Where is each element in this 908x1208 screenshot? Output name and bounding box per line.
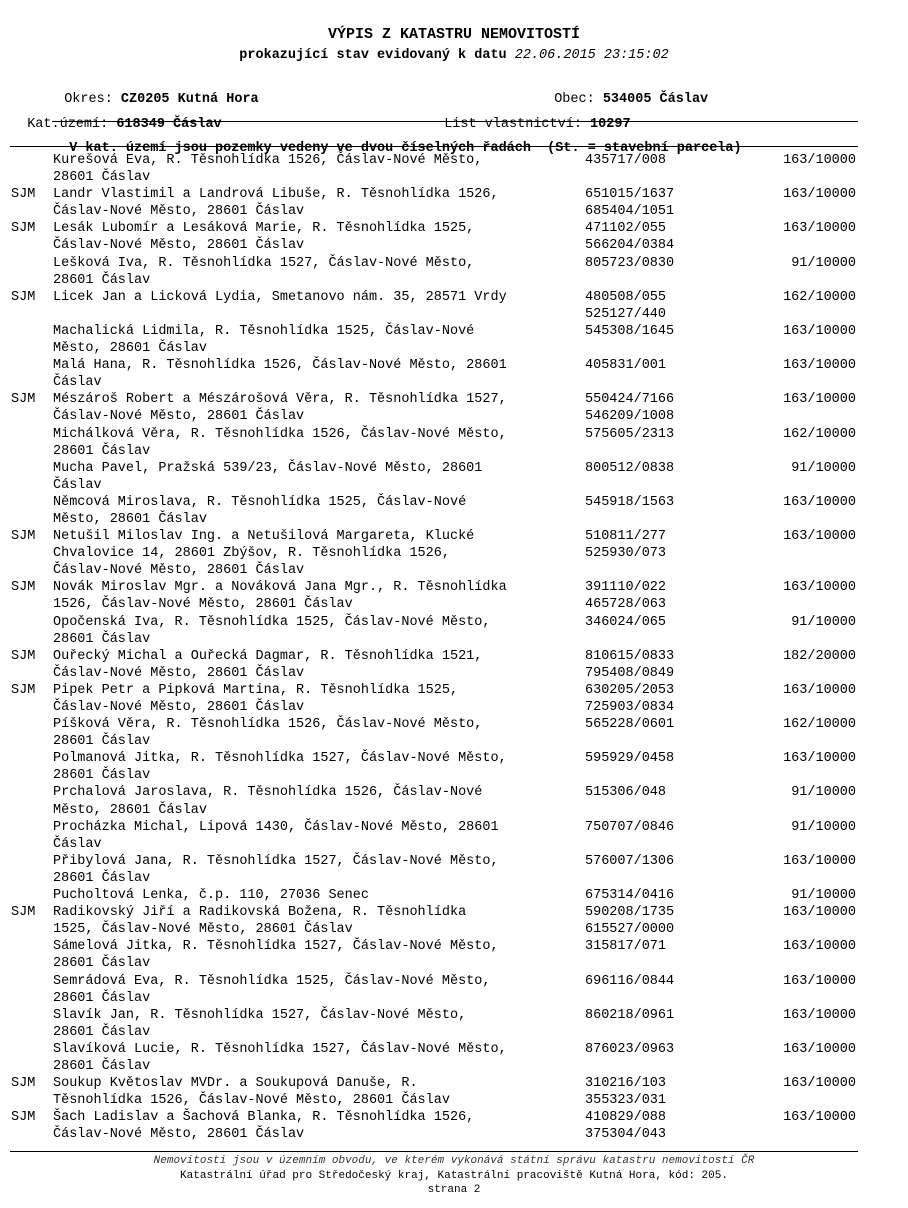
table-row bbox=[0, 682, 908, 716]
sjm-marker: SJM bbox=[11, 648, 36, 664]
table-row bbox=[0, 750, 908, 784]
katuzemi-label: Kat.území: bbox=[27, 117, 109, 132]
owner-identifier bbox=[585, 186, 674, 220]
owner-name-address bbox=[53, 614, 578, 648]
sjm-marker: SJM bbox=[11, 221, 36, 237]
owner-name-address bbox=[53, 887, 578, 904]
footer-note: Nemovitosti jsou v územním obvodu, ve kterém vykonává státní správu katastru nemovitostí ČR bbox=[153, 1155, 755, 1167]
owner-identifier bbox=[585, 1109, 666, 1143]
birth-number: 575605/2313 bbox=[585, 426, 675, 442]
owner-name-address bbox=[53, 289, 578, 306]
birth-number: 750707/0846 bbox=[585, 819, 675, 835]
owner-line: Šach Ladislav a Šachová Blanka, R. Těsnohlídka 1526, bbox=[53, 1110, 475, 1126]
owner-name-address bbox=[53, 494, 578, 528]
ownership-share: 163/10000 bbox=[783, 580, 856, 596]
owner-line: Novák Miroslav Mgr. a Nováková Jana Mgr., R. Těsnohlídka bbox=[53, 580, 507, 596]
birth-number: 510811/277 bbox=[585, 529, 667, 545]
owner-line: Pucholtová Lenka, č.p. 110, 27036 Senec bbox=[53, 888, 369, 904]
ownership-share: 163/10000 bbox=[783, 751, 856, 767]
ownership-share: 163/10000 bbox=[783, 973, 856, 989]
owner-name-address bbox=[53, 1041, 578, 1075]
owner-identifier bbox=[585, 528, 666, 562]
owner-line: 28601 Čáslav bbox=[53, 768, 151, 784]
owner-identifier bbox=[585, 784, 666, 801]
birth-number: 550424/7166 bbox=[585, 392, 675, 408]
owner-line: 1526, Čáslav-Nové Město, 28601 Čáslav bbox=[53, 597, 353, 613]
owner-identifier bbox=[585, 973, 674, 990]
owner-line: 28601 Čáslav bbox=[53, 443, 151, 459]
owner-line: Čáslav-Nové Město, 28601 Čáslav bbox=[53, 1127, 305, 1143]
owner-identifier bbox=[585, 904, 674, 938]
owner-line: Přibylová Jana, R. Těsnohlídka 1527, Čáslav-Nové Město, bbox=[53, 853, 499, 869]
sjm-marker: SJM bbox=[11, 1076, 36, 1092]
owner-line: Mészároš Robert a Mészárošová Věra, R. Těsnohlídka 1527, bbox=[53, 392, 507, 408]
owner-line: Kurešová Eva, R. Těsnohlídka 1526, Čáslav-Nové Město, bbox=[53, 153, 483, 168]
ownership-share: 163/10000 bbox=[783, 323, 856, 339]
birth-number: 346024/065 bbox=[585, 614, 667, 630]
sjm-marker: SJM bbox=[11, 1110, 36, 1126]
owner-name-address bbox=[53, 220, 578, 254]
table-row bbox=[0, 357, 908, 391]
owner-line: Ouřecký Michal a Ouřecká Dagmar, R. Těsnohlídka 1521, bbox=[53, 648, 483, 664]
birth-number: 525930/073 bbox=[585, 546, 667, 562]
owner-identifier bbox=[585, 220, 674, 254]
ownership-share: 163/10000 bbox=[783, 853, 856, 869]
owner-identifier bbox=[585, 1075, 666, 1109]
sjm-marker: SJM bbox=[11, 187, 36, 203]
owner-identifier bbox=[585, 750, 674, 767]
owner-identifier bbox=[585, 579, 666, 613]
ownership-share: 91/10000 bbox=[791, 614, 856, 630]
birth-number: 546209/1008 bbox=[585, 409, 675, 425]
owner-name-address bbox=[53, 186, 578, 220]
document-title: VÝPIS Z KATASTRU NEMOVITOSTÍ bbox=[327, 26, 581, 43]
owner-identifier bbox=[585, 682, 674, 716]
birth-number: 391110/022 bbox=[585, 580, 667, 596]
owner-line: Lešková Iva, R. Těsnohlídka 1527, Čáslav-Nové Město, bbox=[53, 255, 475, 271]
sjm-marker: SJM bbox=[11, 905, 36, 921]
owner-name-address bbox=[53, 904, 578, 938]
owner-name-address bbox=[53, 682, 578, 716]
document-subtitle bbox=[0, 48, 908, 63]
table-row bbox=[0, 289, 908, 323]
table-row bbox=[0, 494, 908, 528]
ownership-share: 163/10000 bbox=[783, 153, 856, 168]
owner-line: Landr Vlastimil a Landrová Libuše, R. Těsnohlídka 1526, bbox=[53, 187, 499, 203]
owner-line: Čáslav bbox=[53, 836, 102, 852]
ownership-share: 91/10000 bbox=[791, 785, 856, 801]
birth-number: 576007/1306 bbox=[585, 853, 675, 869]
owner-line: 28601 Čáslav bbox=[53, 990, 151, 1006]
ownership-share: 162/10000 bbox=[783, 717, 856, 733]
birth-number: 876023/0963 bbox=[585, 1041, 675, 1057]
page-number: strana 2 bbox=[427, 1184, 481, 1197]
table-row bbox=[0, 186, 908, 220]
ownership-share: 163/10000 bbox=[783, 221, 856, 237]
owner-line: Němcová Miroslava, R. Těsnohlídka 1525, Čáslav-Nové bbox=[53, 494, 467, 510]
owner-line: 1525, Čáslav-Nové Město, 28601 Čáslav bbox=[53, 922, 353, 938]
owner-name-address bbox=[53, 819, 578, 853]
owner-line: Pipek Petr a Pipková Martina, R. Těsnohlídka 1525, bbox=[53, 682, 459, 698]
owner-line: Semrádová Eva, R. Těsnohlídka 1525, Čáslav-Nové Město, bbox=[53, 973, 491, 989]
birth-number: 651015/1637 bbox=[585, 187, 675, 203]
owner-identifier bbox=[585, 323, 674, 340]
birth-number: 630205/2053 bbox=[585, 682, 675, 698]
ownership-share: 163/10000 bbox=[783, 1076, 856, 1092]
owner-line: 28601 Čáslav bbox=[53, 272, 151, 288]
ownership-share: 163/10000 bbox=[783, 939, 856, 955]
birth-number: 405831/001 bbox=[585, 358, 667, 374]
owner-identifier bbox=[585, 614, 666, 631]
katuzemi-value: 618349 Čáslav bbox=[116, 117, 222, 132]
owner-line: Netušil Miloslav Ing. a Netušilová Margareta, Klucké bbox=[53, 529, 475, 545]
sjm-marker: SJM bbox=[11, 682, 36, 698]
birth-number: 545308/1645 bbox=[585, 323, 675, 339]
ownership-share: 162/10000 bbox=[783, 289, 856, 305]
owner-name-address bbox=[53, 648, 578, 682]
owner-name-address bbox=[53, 460, 578, 494]
birth-number: 590208/1735 bbox=[585, 905, 675, 921]
birth-number: 595929/0458 bbox=[585, 751, 675, 767]
header-divider bbox=[52, 121, 858, 122]
birth-number: 315817/071 bbox=[585, 939, 667, 955]
owner-name-address bbox=[53, 255, 578, 289]
obec-label: Obec: bbox=[554, 92, 595, 107]
owner-line: Soukup Květoslav MVDr. a Soukupová Danuše, R. bbox=[53, 1076, 418, 1092]
owner-line: Slavíková Lucie, R. Těsnohlídka 1527, Čáslav-Nové Město, bbox=[53, 1041, 507, 1057]
owner-name-address bbox=[53, 938, 578, 972]
birth-number: 355323/031 bbox=[585, 1093, 667, 1109]
owner-name-address bbox=[53, 1075, 578, 1109]
ownership-share: 163/10000 bbox=[783, 1041, 856, 1057]
owner-name-address bbox=[53, 973, 578, 1007]
table-row bbox=[0, 220, 908, 254]
owner-name-address bbox=[53, 152, 578, 186]
table-row bbox=[0, 614, 908, 648]
owner-line: Mucha Pavel, Pražská 539/23, Čáslav-Nové Město, 28601 bbox=[53, 460, 483, 476]
table-row bbox=[0, 853, 908, 887]
owner-identifier bbox=[585, 1007, 674, 1024]
subtitle-date: 22.06.2015 23:15:02 bbox=[514, 48, 669, 63]
subtitle-prefix: prokazující stav evidovaný k datu bbox=[239, 48, 507, 63]
owner-name-address bbox=[53, 426, 578, 460]
footer-divider bbox=[10, 1151, 858, 1152]
owner-line: Malá Hana, R. Těsnohlídka 1526, Čáslav-Nové Město, 28601 bbox=[53, 358, 507, 374]
ownership-share: 163/10000 bbox=[783, 905, 856, 921]
owner-line: Město, 28601 Čáslav bbox=[53, 341, 207, 357]
owner-name-address bbox=[53, 528, 578, 579]
birth-number: 860218/0961 bbox=[585, 1007, 675, 1023]
ownership-share: 163/10000 bbox=[783, 392, 856, 408]
owner-name-address bbox=[53, 579, 578, 613]
list-label: List vlastnictví: bbox=[444, 117, 582, 132]
owner-identifier bbox=[585, 716, 674, 733]
ownership-share: 163/10000 bbox=[783, 187, 856, 203]
ownership-share: 91/10000 bbox=[791, 460, 856, 476]
ownership-share: 163/10000 bbox=[783, 494, 856, 510]
table-row bbox=[0, 904, 908, 938]
sjm-marker: SJM bbox=[11, 289, 36, 305]
owner-line: Lesák Lubomír a Lesáková Marie, R. Těsnohlídka 1525, bbox=[53, 221, 475, 237]
owner-identifier bbox=[585, 819, 674, 836]
owner-name-address bbox=[53, 1007, 578, 1041]
table-row bbox=[0, 716, 908, 750]
owner-line: Čáslav-Nové Město, 28601 Čáslav bbox=[53, 409, 305, 425]
owner-line: Slavík Jan, R. Těsnohlídka 1527, Čáslav-Nové Město, bbox=[53, 1007, 467, 1023]
ownership-share: 163/10000 bbox=[783, 358, 856, 374]
table-top-divider bbox=[10, 146, 858, 147]
owner-line: Prchalová Jaroslava, R. Těsnohlídka 1526, Čáslav-Nové bbox=[53, 785, 483, 801]
owner-line: Čáslav bbox=[53, 477, 102, 493]
table-row bbox=[0, 323, 908, 357]
table-row bbox=[0, 784, 908, 818]
owner-name-address bbox=[53, 1109, 578, 1143]
table-row bbox=[0, 887, 908, 904]
birth-number: 685404/1051 bbox=[585, 204, 675, 220]
birth-number: 471102/055 bbox=[585, 221, 667, 237]
owner-name-address bbox=[53, 323, 578, 357]
birth-number: 375304/043 bbox=[585, 1127, 667, 1143]
table-row bbox=[0, 460, 908, 494]
owner-line: Čáslav-Nové Město, 28601 Čáslav bbox=[53, 238, 305, 254]
owner-line: Čáslav-Nové Město, 28601 Čáslav bbox=[53, 700, 305, 716]
birth-number: 566204/0384 bbox=[585, 238, 675, 254]
birth-number: 615527/0000 bbox=[585, 922, 675, 938]
birth-number: 810615/0833 bbox=[585, 648, 675, 664]
owner-identifier bbox=[585, 460, 674, 477]
birth-number: 525127/440 bbox=[585, 306, 667, 322]
owner-identifier bbox=[585, 391, 674, 425]
birth-number: 310216/103 bbox=[585, 1076, 667, 1092]
ownership-share: 182/20000 bbox=[783, 648, 856, 664]
table-row bbox=[0, 648, 908, 682]
okres-value: CZ0205 Kutná Hora bbox=[120, 92, 259, 107]
obec-value: 534005 Čáslav bbox=[602, 92, 709, 107]
birth-number: 805723/0830 bbox=[585, 255, 675, 271]
owner-line: Polmanová Jitka, R. Těsnohlídka 1527, Čáslav-Nové Město, bbox=[53, 751, 507, 767]
birth-number: 545918/1563 bbox=[585, 494, 675, 510]
ownership-share: 163/10000 bbox=[783, 529, 856, 545]
table-row bbox=[0, 152, 908, 186]
owner-line: Čáslav-Nové Město, 28601 Čáslav bbox=[53, 563, 305, 579]
ownership-table bbox=[0, 152, 908, 1143]
owner-line: Čáslav-Nové Město, 28601 Čáslav bbox=[53, 204, 305, 220]
sjm-marker: SJM bbox=[11, 580, 36, 596]
birth-number: 480508/055 bbox=[585, 289, 667, 305]
owner-line: Píšková Věra, R. Těsnohlídka 1526, Čáslav-Nové Město, bbox=[53, 717, 483, 733]
table-row bbox=[0, 391, 908, 425]
table-row bbox=[0, 819, 908, 853]
sjm-marker: SJM bbox=[11, 529, 36, 545]
owner-name-address bbox=[53, 750, 578, 784]
ownership-share: 91/10000 bbox=[791, 819, 856, 835]
owner-line: Město, 28601 Čáslav bbox=[53, 511, 207, 527]
table-row bbox=[0, 973, 908, 1007]
owner-line: Machalická Lidmila, R. Těsnohlídka 1525, Čáslav-Nové bbox=[53, 323, 475, 339]
owner-line: 28601 Čáslav bbox=[53, 631, 151, 647]
owner-identifier bbox=[585, 289, 666, 323]
owner-line: Čáslav bbox=[53, 375, 102, 391]
table-row bbox=[0, 938, 908, 972]
birth-number: 410829/088 bbox=[585, 1110, 667, 1126]
owner-line: 28601 Čáslav bbox=[53, 170, 151, 186]
owner-line: 28601 Čáslav bbox=[53, 1024, 151, 1040]
ownership-share: 91/10000 bbox=[791, 255, 856, 271]
owner-identifier bbox=[585, 938, 666, 955]
owner-line: Chvalovice 14, 28601 Zbýšov, R. Těsnohlídka 1526, bbox=[53, 546, 450, 562]
owner-line: Město, 28601 Čáslav bbox=[53, 802, 207, 818]
birth-number: 795408/0849 bbox=[585, 665, 675, 681]
ownership-share: 91/10000 bbox=[791, 888, 856, 904]
footer-office: Katastrální úřad pro Středočeský kraj, Katastrální pracoviště Kutná Hora, kód: 205. bbox=[180, 1169, 728, 1182]
series-note-text: V kat. území jsou pozemky vedeny ve dvou číselných řadách (St. = stavební parcela) bbox=[69, 141, 742, 156]
table-row bbox=[0, 1007, 908, 1041]
owner-line: Těsnohlídka 1526, Čáslav-Nové Město, 28601 Čáslav bbox=[53, 1093, 450, 1109]
owner-line: Procházka Michal, Lipová 1430, Čáslav-Nové Město, 28601 bbox=[53, 819, 499, 835]
birth-number: 725903/0834 bbox=[585, 700, 675, 716]
owner-line: 28601 Čáslav bbox=[53, 870, 151, 886]
ownership-share: 163/10000 bbox=[783, 1007, 856, 1023]
owner-name-address bbox=[53, 716, 578, 750]
owner-line: Čáslav-Nové Město, 28601 Čáslav bbox=[53, 665, 305, 681]
owner-name-address bbox=[53, 391, 578, 425]
owner-line: Michálková Věra, R. Těsnohlídka 1526, Čáslav-Nové Město, bbox=[53, 426, 507, 442]
owner-line: Radikovský Jiří a Radikovská Božena, R. Těsnohlídka bbox=[53, 905, 467, 921]
owner-name-address bbox=[53, 853, 578, 887]
table-row bbox=[0, 1109, 908, 1143]
owner-identifier bbox=[585, 152, 666, 169]
owner-name-address bbox=[53, 357, 578, 391]
page-footer bbox=[0, 1154, 908, 1198]
owner-line: 28601 Čáslav bbox=[53, 956, 151, 972]
birth-number: 696116/0844 bbox=[585, 973, 675, 989]
birth-number: 435717/008 bbox=[585, 153, 667, 168]
owner-identifier bbox=[585, 853, 674, 870]
owner-identifier bbox=[585, 1041, 674, 1058]
owner-line: 28601 Čáslav bbox=[53, 1058, 151, 1074]
table-row bbox=[0, 255, 908, 289]
owner-name-address bbox=[53, 784, 578, 818]
birth-number: 675314/0416 bbox=[585, 888, 675, 904]
owner-identifier bbox=[585, 255, 674, 272]
table-row bbox=[0, 1075, 908, 1109]
birth-number: 565228/0601 bbox=[585, 717, 675, 733]
table-row bbox=[0, 528, 908, 579]
sjm-marker: SJM bbox=[11, 392, 36, 408]
birth-number: 515306/048 bbox=[585, 785, 667, 801]
owner-identifier bbox=[585, 648, 674, 682]
owner-identifier bbox=[585, 887, 674, 904]
birth-number: 800512/0838 bbox=[585, 460, 675, 476]
table-row bbox=[0, 426, 908, 460]
owner-line: Opočenská Iva, R. Těsnohlídka 1525, Čáslav-Nové Město, bbox=[53, 614, 491, 630]
owner-identifier bbox=[585, 426, 674, 443]
table-row bbox=[0, 1041, 908, 1075]
birth-number: 465728/063 bbox=[585, 597, 667, 613]
owner-identifier bbox=[585, 357, 666, 374]
ownership-share: 163/10000 bbox=[783, 1110, 856, 1126]
owner-line: Sámelová Jitka, R. Těsnohlídka 1527, Čáslav-Nové Město, bbox=[53, 939, 499, 955]
okres-label: Okres: bbox=[64, 92, 113, 107]
ownership-share: 162/10000 bbox=[783, 426, 856, 442]
table-row bbox=[0, 579, 908, 613]
list-value: 10297 bbox=[590, 117, 631, 132]
owner-identifier bbox=[585, 494, 674, 511]
owner-line: 28601 Čáslav bbox=[53, 734, 151, 750]
owner-line: Licek Jan a Licková Lydia, Smetanovo nám. 35, 28571 Vrdy bbox=[53, 289, 507, 305]
ownership-share: 163/10000 bbox=[783, 682, 856, 698]
